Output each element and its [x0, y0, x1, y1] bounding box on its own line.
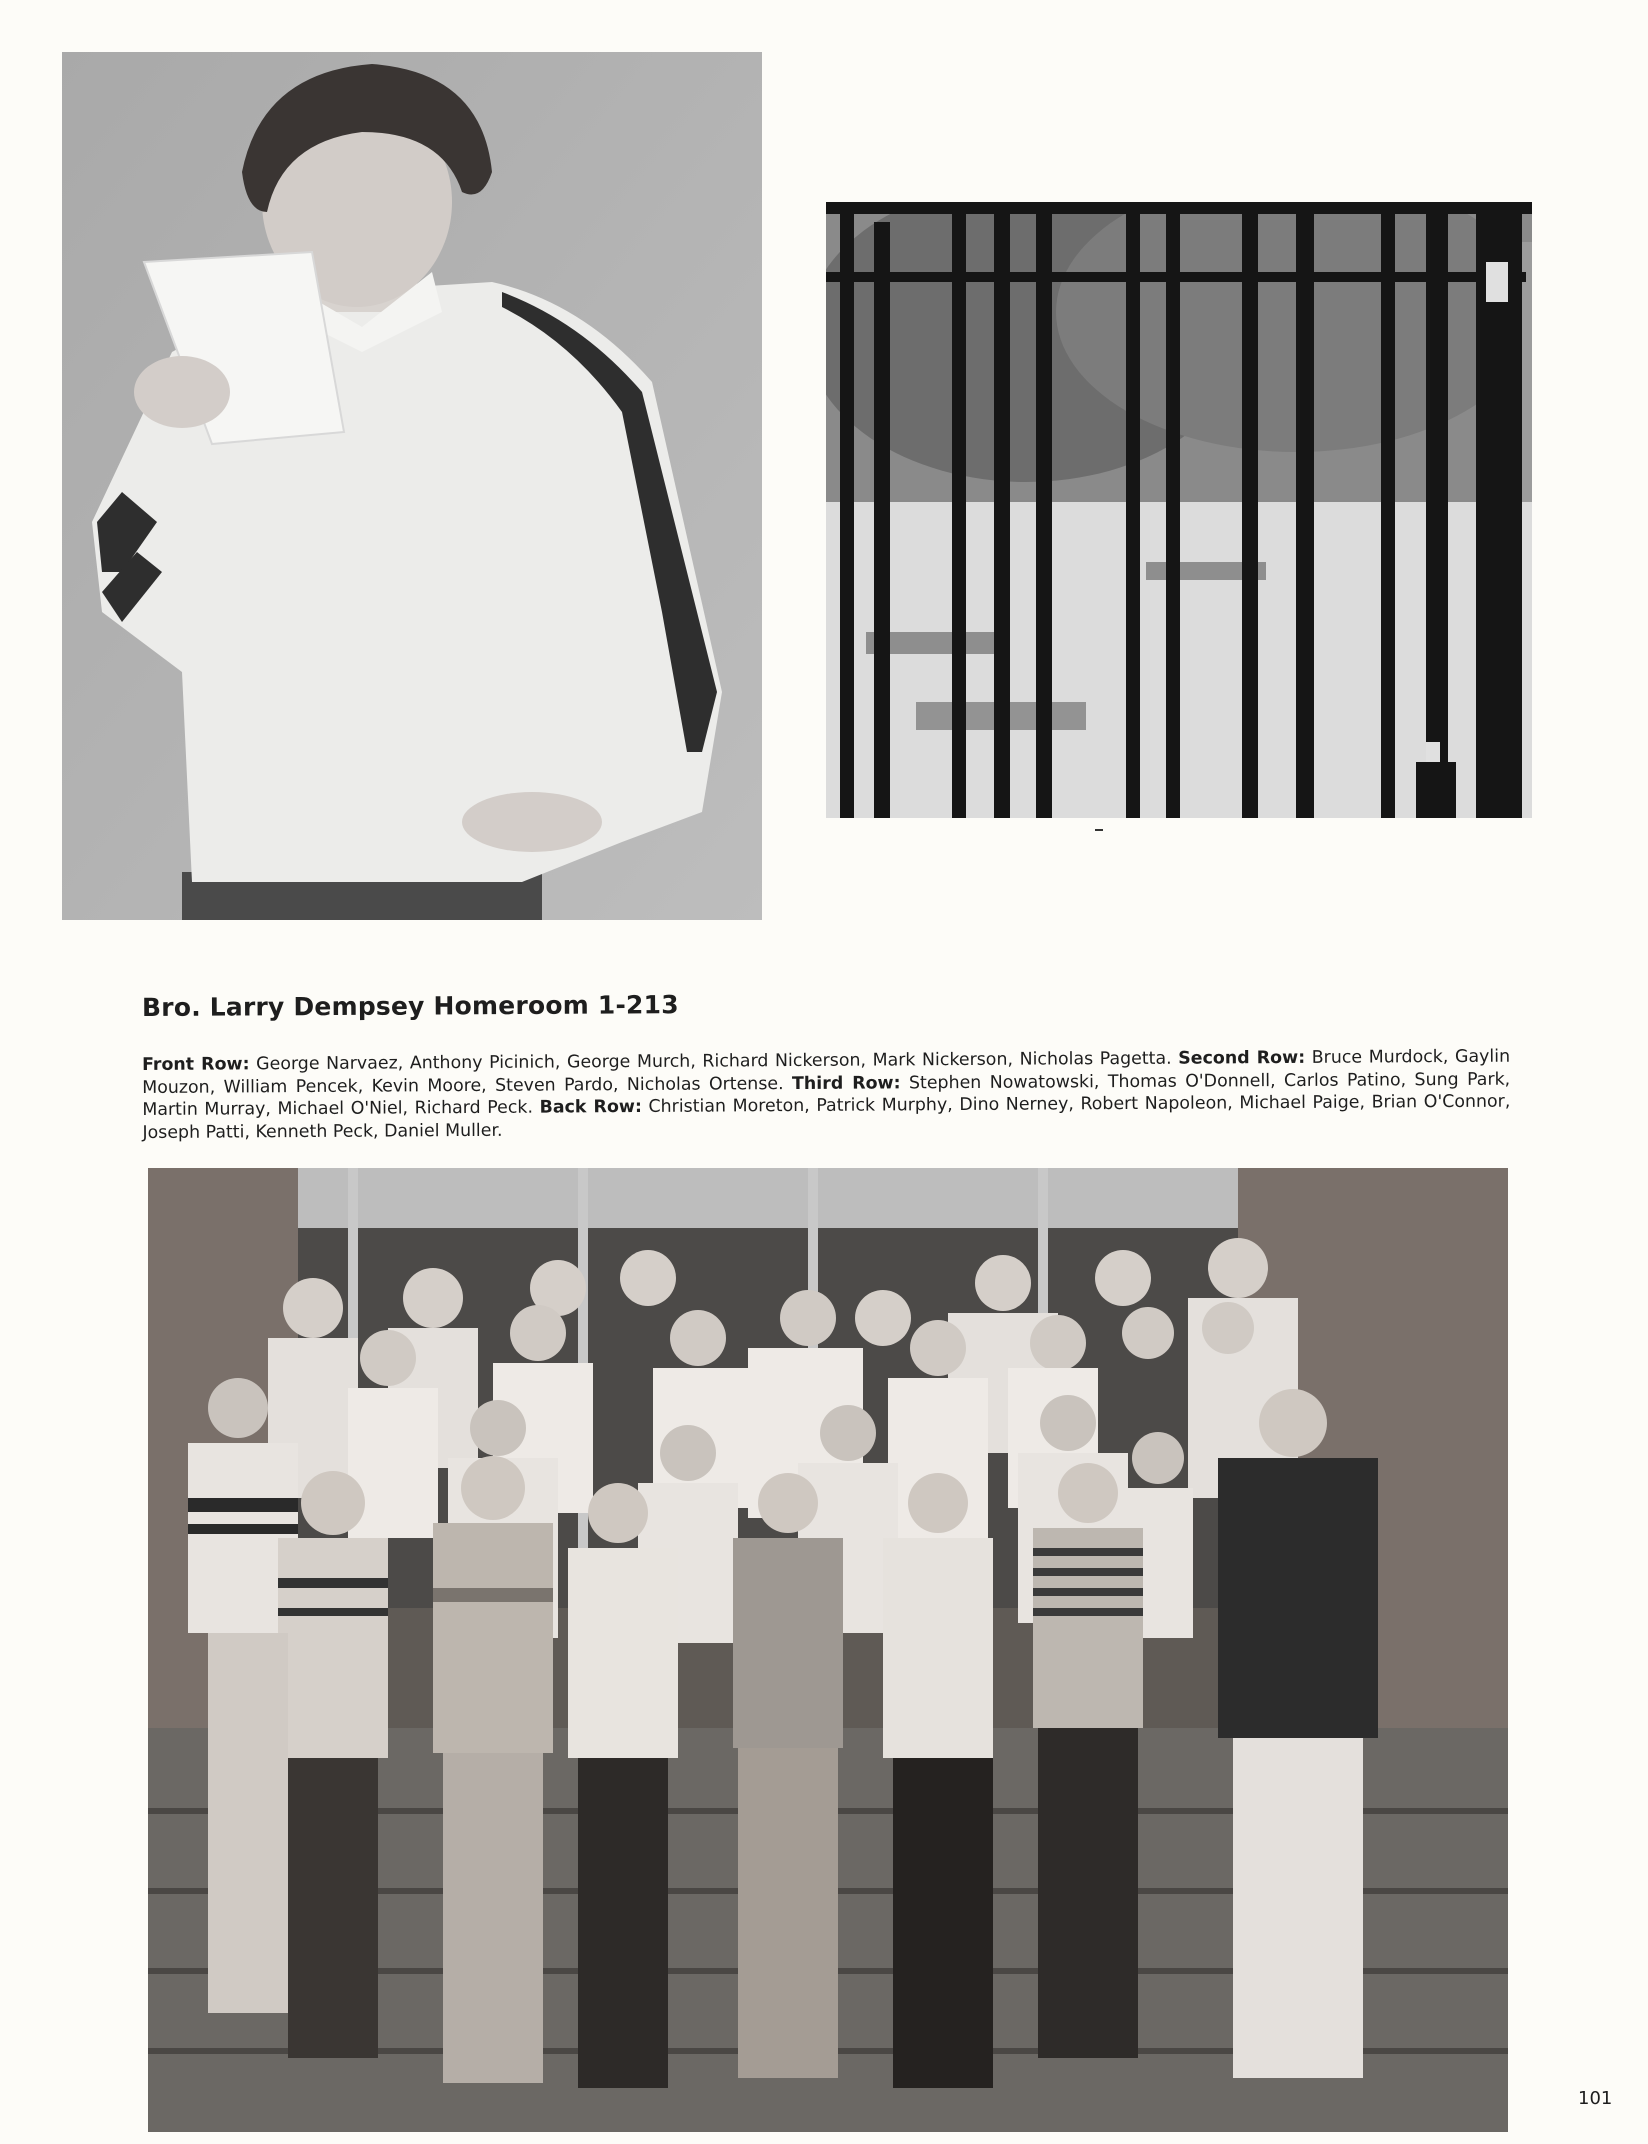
caption-row-names: Bruce Murdock, Gaylin Mouzon, William Pencek, Kevin Moore, Steven Pardo, Nicholas Ortense. — [142, 1046, 1511, 1098]
photo-schoolyard-gate — [826, 202, 1532, 818]
caption-row-names: Stephen Nowatowski, Thomas O'Donnell, Carlos Patino, Sung Park, Martin Murray, Michael O'Niel, Richard Peck. — [142, 1069, 1511, 1120]
caption-row-label: Front Row: — [142, 1054, 250, 1075]
caption-row-label: Second Row: — [1178, 1047, 1306, 1069]
print-mark — [1095, 829, 1103, 831]
page-number: 101 — [1578, 2088, 1613, 2109]
caption-row-label: Third Row: — [791, 1072, 901, 1094]
photo-schoolyard-gate-art — [826, 202, 1532, 818]
group-caption — [142, 1046, 1511, 1144]
photo-student-reading — [62, 52, 762, 920]
photo-homeroom-group-art — [148, 1168, 1508, 2132]
caption-row-label: Back Row: — [539, 1096, 642, 1118]
caption-row-names: Christian Moreton, Patrick Murphy, Dino Nerney, Robert Napoleon, Michael Paige, Brian O'Connor, Joseph Patti, Kenneth Peck, Daniel Muller. — [142, 1091, 1511, 1143]
photo-homeroom-group — [148, 1168, 1508, 2132]
homeroom-heading: Bro. Larry Dempsey Homeroom 1-213 — [141, 990, 679, 1022]
caption-row-names: George Narvaez, Anthony Picinich, George Murch, Richard Nickerson, Mark Nickerson, Nicholas Pagetta. — [256, 1048, 1172, 1075]
photo-student-reading-art — [62, 52, 762, 920]
